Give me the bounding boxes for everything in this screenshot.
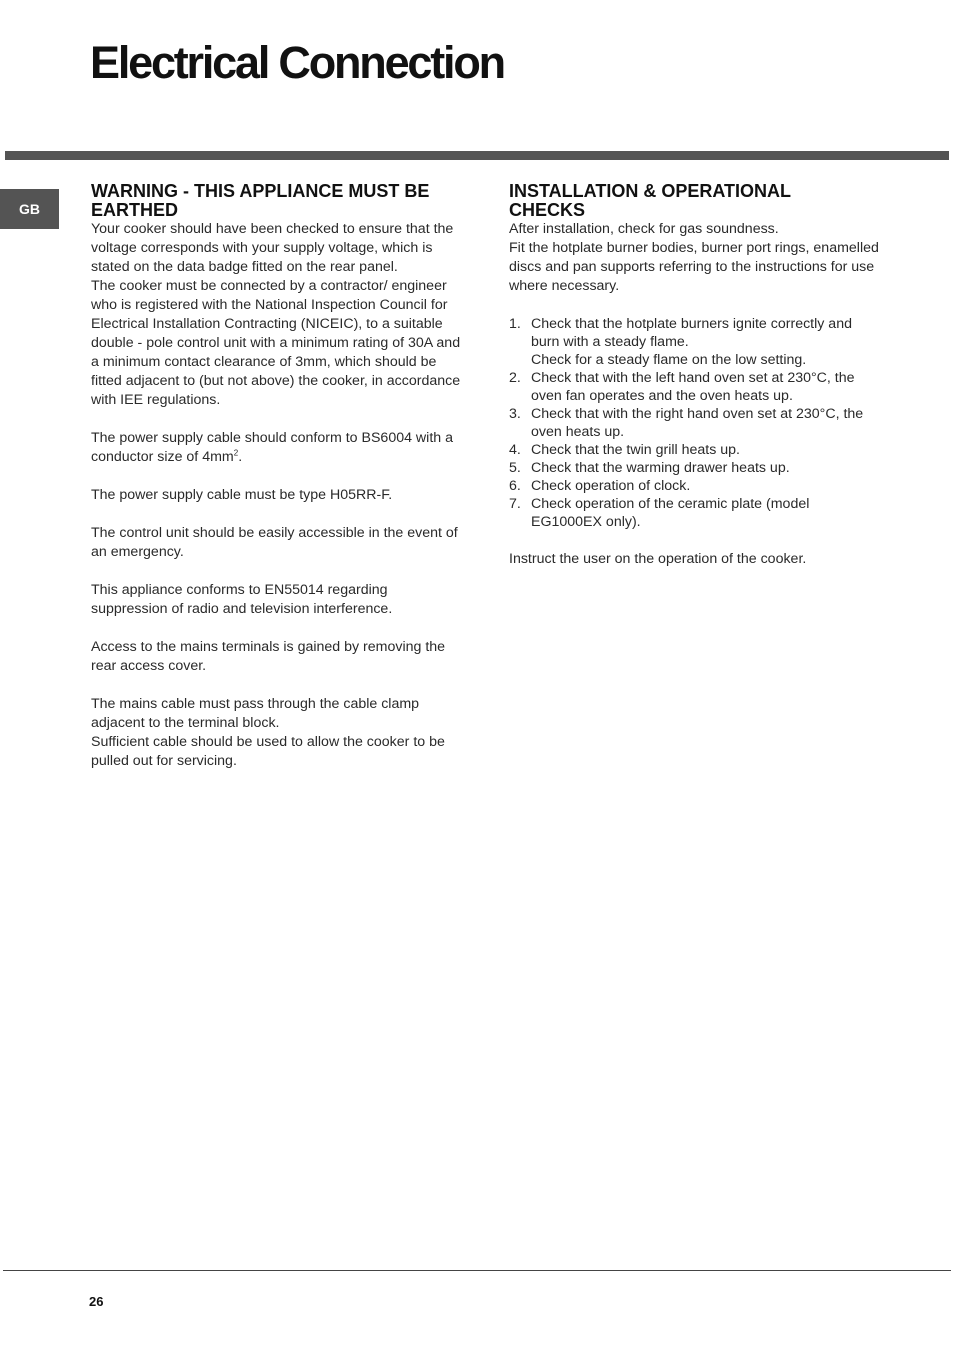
paragraph-fit-burners: Fit the hotplate burner bodies, burner port rings, enamelled discs and pan supports referring to the instructions for use where necessary. [509,240,879,294]
list-item-text: Check that with the right hand oven set at 230°C, the oven heats up. [531,406,864,440]
page-number: 26 [89,1294,104,1309]
checks-heading-line2: CHECKS [509,200,586,220]
list-item-number: 1. [509,316,521,332]
list-item [509,477,883,495]
list-item-text: Check that with the left hand oven set at 230°C, the oven fan operates and the oven heats up. [531,370,855,404]
paragraph-interference: This appliance conforms to EN55014 regarding suppression of radio and television interference. [91,582,393,617]
check-1-text: Check that the hotplate burners ignite correctly and burn with a steady flame. [531,316,852,350]
paragraph-cable-type: The power supply cable must be type H05RR-F. [91,487,393,503]
list-item-number: 7. [509,496,521,512]
paragraph-cable-size [91,429,465,467]
list-item [509,405,883,441]
list-item-number: 3. [509,406,521,422]
cable-size-text: The power supply cable should conform to BS6004 with a conductor size of 4mm [91,430,453,465]
list-item [509,459,883,477]
warning-heading-line1: WARNING - THIS APPLIANCE MUST BE [91,181,430,201]
list-item-text: Check operation of clock. [531,478,691,494]
check-1-extra: Check for a steady flame on the low setting. [531,352,807,368]
warning-section [91,182,465,771]
cable-size-end: . [238,449,243,465]
paragraph-instruct-user: Instruct the user on the operation of the cooker. [509,551,807,567]
header-divider [5,151,949,160]
list-item [509,441,883,459]
paragraph-cable-clamp: The mains cable must pass through the cable clamp adjacent to the terminal block. [91,696,420,731]
checks-list [509,315,883,531]
paragraph-mains-terminals: Access to the mains terminals is gained by removing the rear access cover. [91,639,446,674]
language-tab: GB [0,189,59,229]
paragraph-control-unit: The control unit should be easily accessible in the event of an emergency. [91,525,458,560]
paragraph-servicing: Sufficient cable should be used to allow the cooker to be pulled out for servicing. [91,734,445,769]
checks-heading [509,182,883,220]
list-item-text: Check that the twin grill heats up. [531,442,740,458]
warning-heading-line2: EARTHED [91,200,179,220]
checks-section [509,182,883,569]
list-item-number: 6. [509,478,521,494]
warning-heading [91,182,465,220]
list-item-number: 2. [509,370,521,386]
list-item-number: 5. [509,460,521,476]
paragraph-gas-soundness: After installation, check for gas soundness. [509,221,779,237]
list-item-text [531,315,883,369]
footer-divider [3,1270,951,1271]
cable-size-superscript: 2 [233,448,239,458]
page-title: Electrical Connection [90,37,504,88]
list-item [509,495,883,531]
paragraph-contractor: The cooker must be connected by a contractor/ engineer who is registered with the National Inspection Council for Electrical Installation Contracting (NICEIC), to a suitable double - pole control unit with a minimum rating of 30A and a minimum contact clearance of 3mm, which should be fitted adjacent to (but not above) the cooker, in accordance with IEE regulations. [91,278,461,408]
list-item-number: 4. [509,442,521,458]
paragraph-voltage: Your cooker should have been checked to ensure that the voltage corresponds with your supply voltage, which is stated on the data badge fitted on the rear panel. [91,221,454,275]
list-item-text: Check that the warming drawer heats up. [531,460,790,476]
checks-heading-line1: INSTALLATION & OPERATIONAL [509,181,791,201]
list-item-text: Check operation of the ceramic plate (model EG1000EX only). [531,496,810,530]
list-item [509,315,883,369]
list-item [509,369,883,405]
